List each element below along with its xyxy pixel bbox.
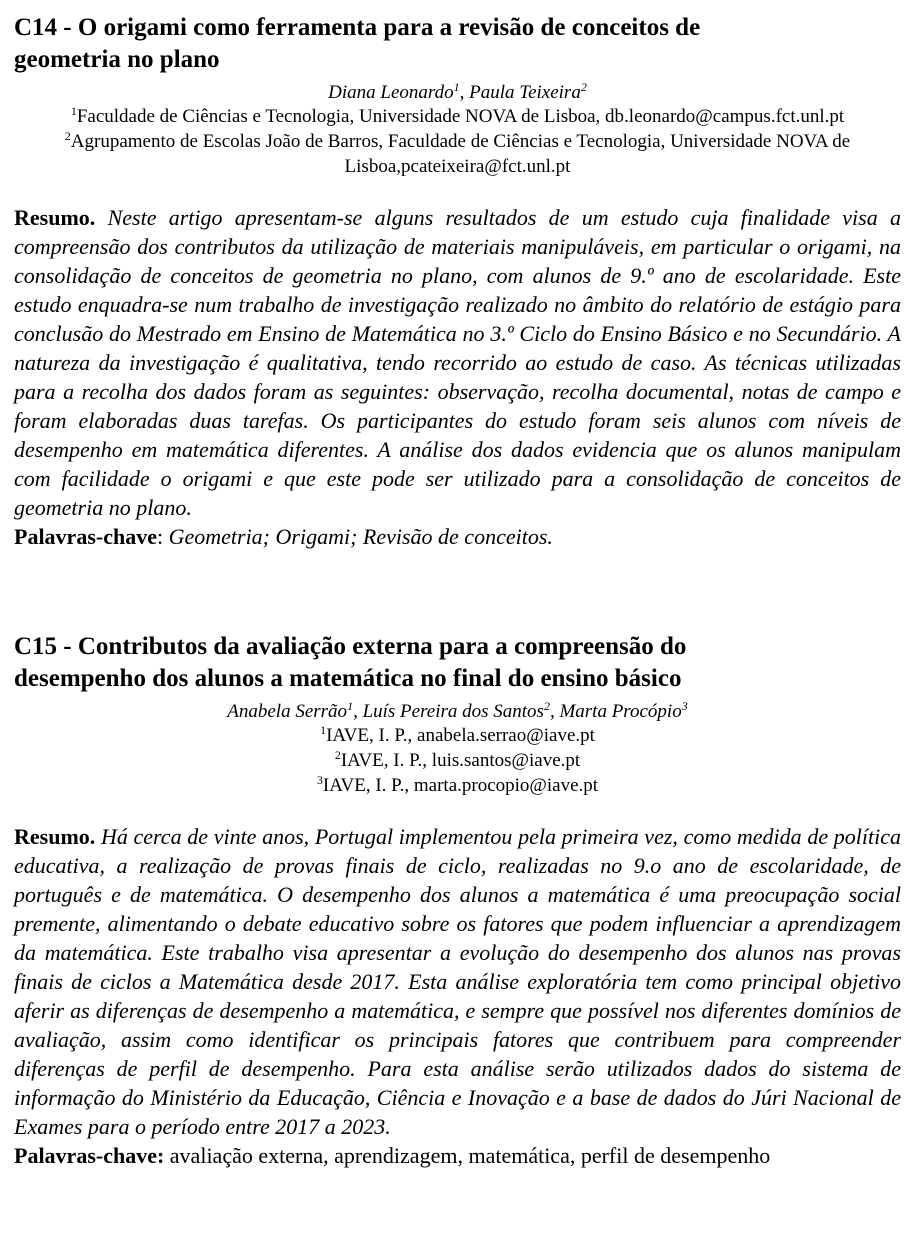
affiliation-text: Faculdade de Ciências e Tecnologia, Universidade NOVA de Lisboa, db.leonardo@campus.fct.unl.pt: [76, 106, 845, 127]
affiliation: [14, 104, 901, 129]
affiliation-text-continued: Lisboa,pcateixeira@fct.unl.pt: [344, 156, 571, 177]
affiliation-text: IAVE, I. P., anabela.serrao@iave.pt: [326, 725, 595, 746]
author-affiliation-marker: 1: [453, 80, 460, 94]
author-separator: ,: [353, 701, 363, 722]
author-list: [14, 701, 901, 723]
title-line: geometria no plano: [14, 46, 220, 73]
affiliation-text: Agrupamento de Escolas João de Barros, Faculdade de Ciências e Tecnologia, Universidade NOVA de: [70, 131, 851, 152]
author-separator: ,: [549, 701, 560, 722]
affiliation-marker: 1: [320, 723, 327, 737]
affiliation-text: IAVE, I. P., luis.santos@iave.pt: [340, 750, 581, 771]
paper-title: [14, 12, 901, 76]
author-name: Diana Leonardo: [328, 82, 454, 103]
abstract-label-punct: .: [89, 205, 108, 230]
keywords-line: [14, 522, 901, 551]
keywords-values: avaliação externa, aprendizagem, matemática, perfil de desempenho: [169, 1143, 771, 1168]
abstract-text: Há cerca de vinte anos, Portugal implementou pela primeira vez, como medida de política educativa, a realização de provas finais de ciclo, realizadas no 9.o ano de escolaridade, de português e de matemática. O desempenho dos alunos a matemática é uma preocupação social premente, alimentando o debate educativo sobre os fatores que podem influenciar a aprendizagem da matemática. Este trabalho visa apresentar a evolução do desempenho dos alunos nas provas finais de ciclos a Matemática desde 2017. Esta análise exploratória tem como principal objetivo aferir as diferenças de desempenho a matemática, e sempre que possível nos diferentes domínios de avaliação, assim como identificar os principais fatores que contribuem para compreender diferenças de perfil de desempenho. Para esta análise serão utilizados dados do sistema de informação do Ministério da Educação, Ciência e Inovação e a base de dados do Júri Nacional de Exames para o período entre 2017 a 2023.: [14, 824, 901, 1139]
abstract-paragraph: [14, 203, 901, 522]
abstract-section-c15: [14, 631, 901, 1170]
affiliation: [14, 748, 901, 773]
affiliation: [14, 773, 901, 798]
author-name: Luís Pereira dos Santos: [362, 701, 544, 722]
affiliation-text: IAVE, I. P., marta.procopio@iave.pt: [322, 775, 599, 796]
keywords-values: Geometria; Origami; Revisão de conceitos.: [168, 524, 553, 549]
keywords-punct: :: [156, 524, 169, 549]
author-affiliation-marker: 1: [347, 699, 354, 713]
author-name: Paula Teixeira: [469, 82, 581, 103]
abstract-label: Resumo.: [14, 824, 96, 849]
title-line: C15 - Contributos da avaliação externa para a compreensão do: [14, 633, 687, 660]
keywords-label: Palavras-chave: [14, 524, 157, 549]
author-affiliation-marker: 2: [543, 699, 550, 713]
author-affiliation-marker: 2: [580, 80, 587, 94]
affiliation: [14, 129, 901, 179]
abstract-text: Neste artigo apresentam-se alguns resultados de um estudo cuja finalidade visa a compreensão dos contributos da utilização de materiais manipuláveis, em particular o origami, na consolidação de conceitos de geometria no plano, com alunos de 9.º ano de escolaridade. Este estudo enquadra-se num trabalho de investigação realizado no âmbito do relatório de estágio para conclusão do Mestrado em Ensino de Matemática no 3.º Ciclo do Ensino Básico e no Secundário. A natureza da investigação é qualitativa, tendo recorrido ao estudo de caso. As técnicas utilizadas para a recolha dos dados foram as seguintes: observação, recolha documental, notas de campo e foram elaboradas duas tarefas. Os participantes do estudo foram seis alunos com níveis de desempenho em matemática diferentes. A análise dos dados evidencia que os alunos manipulam com facilidade o origami e que este pode ser utilizado para a consolidação de conceitos de geometria no plano.: [14, 205, 902, 520]
author-affiliation-marker: 3: [681, 699, 688, 713]
affiliation: [14, 723, 901, 748]
affiliation-marker: 2: [334, 748, 341, 762]
affiliation-marker: 3: [316, 773, 323, 787]
author-list: [14, 82, 901, 104]
keywords-line: [14, 1141, 901, 1170]
affiliation-marker: 1: [70, 104, 77, 118]
title-line: desempenho dos alunos a matemática no final do ensino básico: [14, 665, 682, 692]
title-line: C14 - O origami como ferramenta para a revisão de conceitos de: [14, 14, 701, 41]
abstract-label: Resumo: [14, 205, 90, 230]
paper-title: [14, 631, 901, 695]
keywords-label: Palavras-chave:: [14, 1143, 165, 1168]
abstract-paragraph: [14, 822, 901, 1141]
affiliation-marker: 2: [64, 129, 71, 143]
author-name: Anabela Serrão: [227, 701, 348, 722]
abstract-section-c14: [14, 12, 901, 551]
author-separator: ,: [459, 82, 470, 103]
author-name: Marta Procópio: [559, 701, 682, 722]
